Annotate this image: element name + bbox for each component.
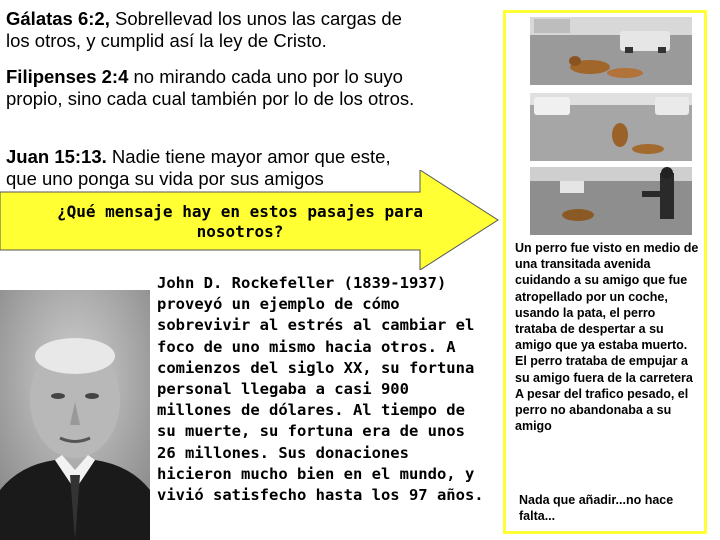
closing-text: Nada que añadir...no hace falta... [519, 493, 674, 524]
dog-road-photo-2 [530, 93, 692, 161]
portrait-photo [0, 290, 150, 540]
verse-ref: Juan 15:13. [6, 146, 107, 167]
rockefeller-paragraph: John D. Rockefeller (1839-1937) proveyó un ejemplo de cómo sobrevivir al estrés al cambiar el foco de uno mismo hacia otros. A comienzos del siglo XX, su fortuna personal llegaba a casi 900 millones de dólares. Al tiempo de su muerte, su fortuna era de unos 26 millones. Sus donaciones hicieron mucho bien en el mundo, y vivió satisfecho hasta los 97 años. [157, 274, 484, 505]
verse-text: no mirando cada uno por lo suyo propio, sino cada cual también por lo de los otros. [6, 66, 415, 109]
verse-ref: Filipenses 2:4 [6, 66, 129, 87]
verse-text: Sobrellevad los unos las cargas de los otros, y cumplid así la ley de Cristo. [6, 8, 402, 51]
verse-galatas [6, 8, 416, 52]
dog-road-photo-1 [530, 17, 692, 85]
verse-text: Nadie tiene mayor amor que este, que uno ponga su vida por sus amigos [6, 146, 391, 189]
dog-road-photo-3 [530, 167, 692, 235]
verse-ref: Gálatas 6:2, [6, 8, 110, 29]
verse-filipenses [6, 66, 416, 110]
question-text: ¿Qué mensaje hay en estos pasajes para nosotros? [56, 202, 424, 241]
dog-story-text: Un perro fue visto en medio de una transitada avenida cuidando a su amigo que fue atropellado por un coche, usando la pata, el perro trataba de despertar a su amigo que ya estaba muerto. El perro trataba de empujar a su amigo fuera de la carretera A pesar del trafico pesado, el perro no abandonaba a su amigo [515, 241, 699, 434]
